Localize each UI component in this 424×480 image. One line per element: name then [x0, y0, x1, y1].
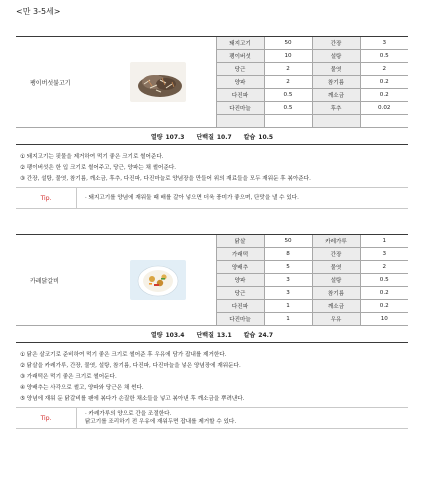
ingredient-name: 양배추: [216, 261, 264, 274]
ingredient-amount: 8: [264, 248, 312, 261]
step: ⑤ 양념에 재워 둔 닭갈비를 팬에 볶다가 손질한 채소들을 넣고 볶아낸 후 깨소금을 뿌려낸다.: [20, 396, 245, 402]
step: ③ 가래떡은 먹기 좋은 크기로 썰어둔다.: [20, 374, 117, 380]
ingredient-name: 양파: [216, 274, 264, 287]
seasoning-name: 물엿: [312, 261, 360, 274]
calcium-value: 10.5: [258, 133, 274, 141]
ingredient-amount: 2: [264, 76, 312, 89]
ingredient-name: 다진파: [216, 300, 264, 313]
seasoning-name: 카레가루: [312, 235, 360, 248]
ingredient-amount: 0.5: [264, 89, 312, 102]
bulgogi-photo: [130, 62, 186, 102]
step: ② 닭살을 카레가루, 간장, 물엿, 설탕, 참기름, 다진파, 다진마늘을 넣은 양념장에 재워둔다.: [20, 363, 241, 369]
seasoning-name: 간장: [312, 37, 360, 50]
seasoning-amount: 0.2: [360, 300, 408, 313]
tip-box-2: [16, 407, 408, 429]
ingredient-name: 돼지고기: [216, 37, 264, 50]
tip-label: Tip.: [16, 188, 77, 208]
ingredient-name: 다진파: [216, 89, 264, 102]
tip-text: · 카레가루의 양으로 간을 조절한다. 닭고기를 조리하기 전 우유에 재워두면 잡내를 제거할 수 있다.: [85, 411, 237, 425]
ingredient-name: 당근: [216, 63, 264, 76]
protein-value: 13.1: [216, 331, 232, 339]
ingredient-name: 가래떡: [216, 248, 264, 261]
ingredient-name: 팽이버섯: [216, 50, 264, 63]
seasoning-name: 설탕: [312, 274, 360, 287]
seasoning-amount: 10: [360, 313, 408, 326]
seasoning-name: 참기름: [312, 76, 360, 89]
dish-cell: [16, 235, 216, 326]
seasoning-name: [312, 115, 360, 128]
seasoning-name: 후추: [312, 102, 360, 115]
seasoning-amount: 3: [360, 248, 408, 261]
ingredient-amount: 1: [264, 313, 312, 326]
ingredient-amount: 1: [264, 300, 312, 313]
ingredient-name: 닭살: [216, 235, 264, 248]
ingredient-name: 다진마늘: [216, 102, 264, 115]
section-title: <만 3-5세>: [16, 7, 61, 16]
tip-box-1: [16, 187, 408, 209]
step: ② 팽이버섯은 한 입 크기로 썰어주고, 당근, 양파는 채 썰어준다.: [20, 165, 177, 171]
seasoning-amount: 0.5: [360, 274, 408, 287]
seasoning-amount: 0.2: [360, 89, 408, 102]
steps-2: [16, 351, 408, 403]
seasoning-amount: 0.02: [360, 102, 408, 115]
ingredient-table-2: [16, 234, 408, 326]
ingredient-amount: [264, 115, 312, 128]
ingredient-name: 양파: [216, 76, 264, 89]
step: ④ 양배추는 사각으로 썰고, 양파와 당근은 채 썬다.: [20, 385, 144, 391]
protein-label: 단백질: [196, 133, 214, 141]
calcium-value: 24.7: [258, 331, 274, 339]
seasoning-amount: [360, 115, 408, 128]
ingredient-table-1: [16, 36, 408, 128]
seasoning-amount: 0.2: [360, 287, 408, 300]
seasoning-amount: 1: [360, 235, 408, 248]
curry-chicken-photo: [130, 260, 186, 300]
step: ③ 간장, 설탕, 물엿, 참기름, 깨소금, 후추, 다진파, 다진마늘로 양념장을 만들어 위의 재료들을 모두 재워둔 후 볶아준다.: [20, 176, 311, 182]
ingredient-row: [16, 235, 408, 248]
nutrition-row-1: [16, 128, 408, 145]
ingredient-amount: 10: [264, 50, 312, 63]
ingredient-name: 다진마늘: [216, 313, 264, 326]
tip-label: Tip.: [16, 408, 77, 428]
energy-value: 107.3: [165, 133, 185, 141]
recipe-card-2: [16, 234, 408, 429]
energy-label: 열량: [150, 331, 163, 339]
ingredient-amount: 3: [264, 274, 312, 287]
seasoning-amount: 3: [360, 37, 408, 50]
ingredient-amount: 2: [264, 63, 312, 76]
recipe-card-1: [16, 36, 408, 209]
step: ① 돼지고기는 핏물을 제거하여 먹기 좋은 크기로 썰어준다.: [20, 154, 164, 160]
protein-label: 단백질: [196, 331, 214, 339]
protein-value: 10.7: [216, 133, 232, 141]
seasoning-amount: 0.5: [360, 50, 408, 63]
steps-1: [16, 153, 408, 183]
dish-name: 팽이버섯불고기: [30, 79, 71, 87]
seasoning-name: 물엿: [312, 63, 360, 76]
seasoning-name: 설탕: [312, 50, 360, 63]
seasoning-name: 간장: [312, 248, 360, 261]
calcium-label: 칼슘: [243, 133, 256, 141]
energy-value: 103.4: [165, 331, 185, 339]
tip-text: · 돼지고기를 양념에 재워둘 때 배를 갈아 넣으면 더욱 풍미가 좋으며, 단맛을 낼 수 있다.: [85, 195, 299, 201]
ingredient-name: 당근: [216, 287, 264, 300]
dish-cell: [16, 37, 216, 128]
ingredient-amount: 5: [264, 261, 312, 274]
ingredient-amount: 3: [264, 287, 312, 300]
ingredient-amount: 0.5: [264, 102, 312, 115]
ingredient-name: [216, 115, 264, 128]
seasoning-name: 우유: [312, 313, 360, 326]
seasoning-amount: 2: [360, 63, 408, 76]
ingredient-row: [16, 37, 408, 50]
ingredient-amount: 50: [264, 235, 312, 248]
seasoning-amount: 2: [360, 261, 408, 274]
dish-name: 카레닭갈비: [30, 277, 59, 285]
calcium-label: 칼슘: [243, 331, 256, 339]
seasoning-amount: 0.2: [360, 76, 408, 89]
seasoning-name: 깨소금: [312, 89, 360, 102]
ingredient-amount: 50: [264, 37, 312, 50]
step: ① 닭은 살코기로 준비하여 먹기 좋은 크기로 썰어준 후 우유에 담가 잡내를 제거한다.: [20, 352, 227, 358]
seasoning-name: 참기름: [312, 287, 360, 300]
seasoning-name: 깨소금: [312, 300, 360, 313]
energy-label: 열량: [150, 133, 163, 141]
nutrition-row-2: [16, 326, 408, 343]
